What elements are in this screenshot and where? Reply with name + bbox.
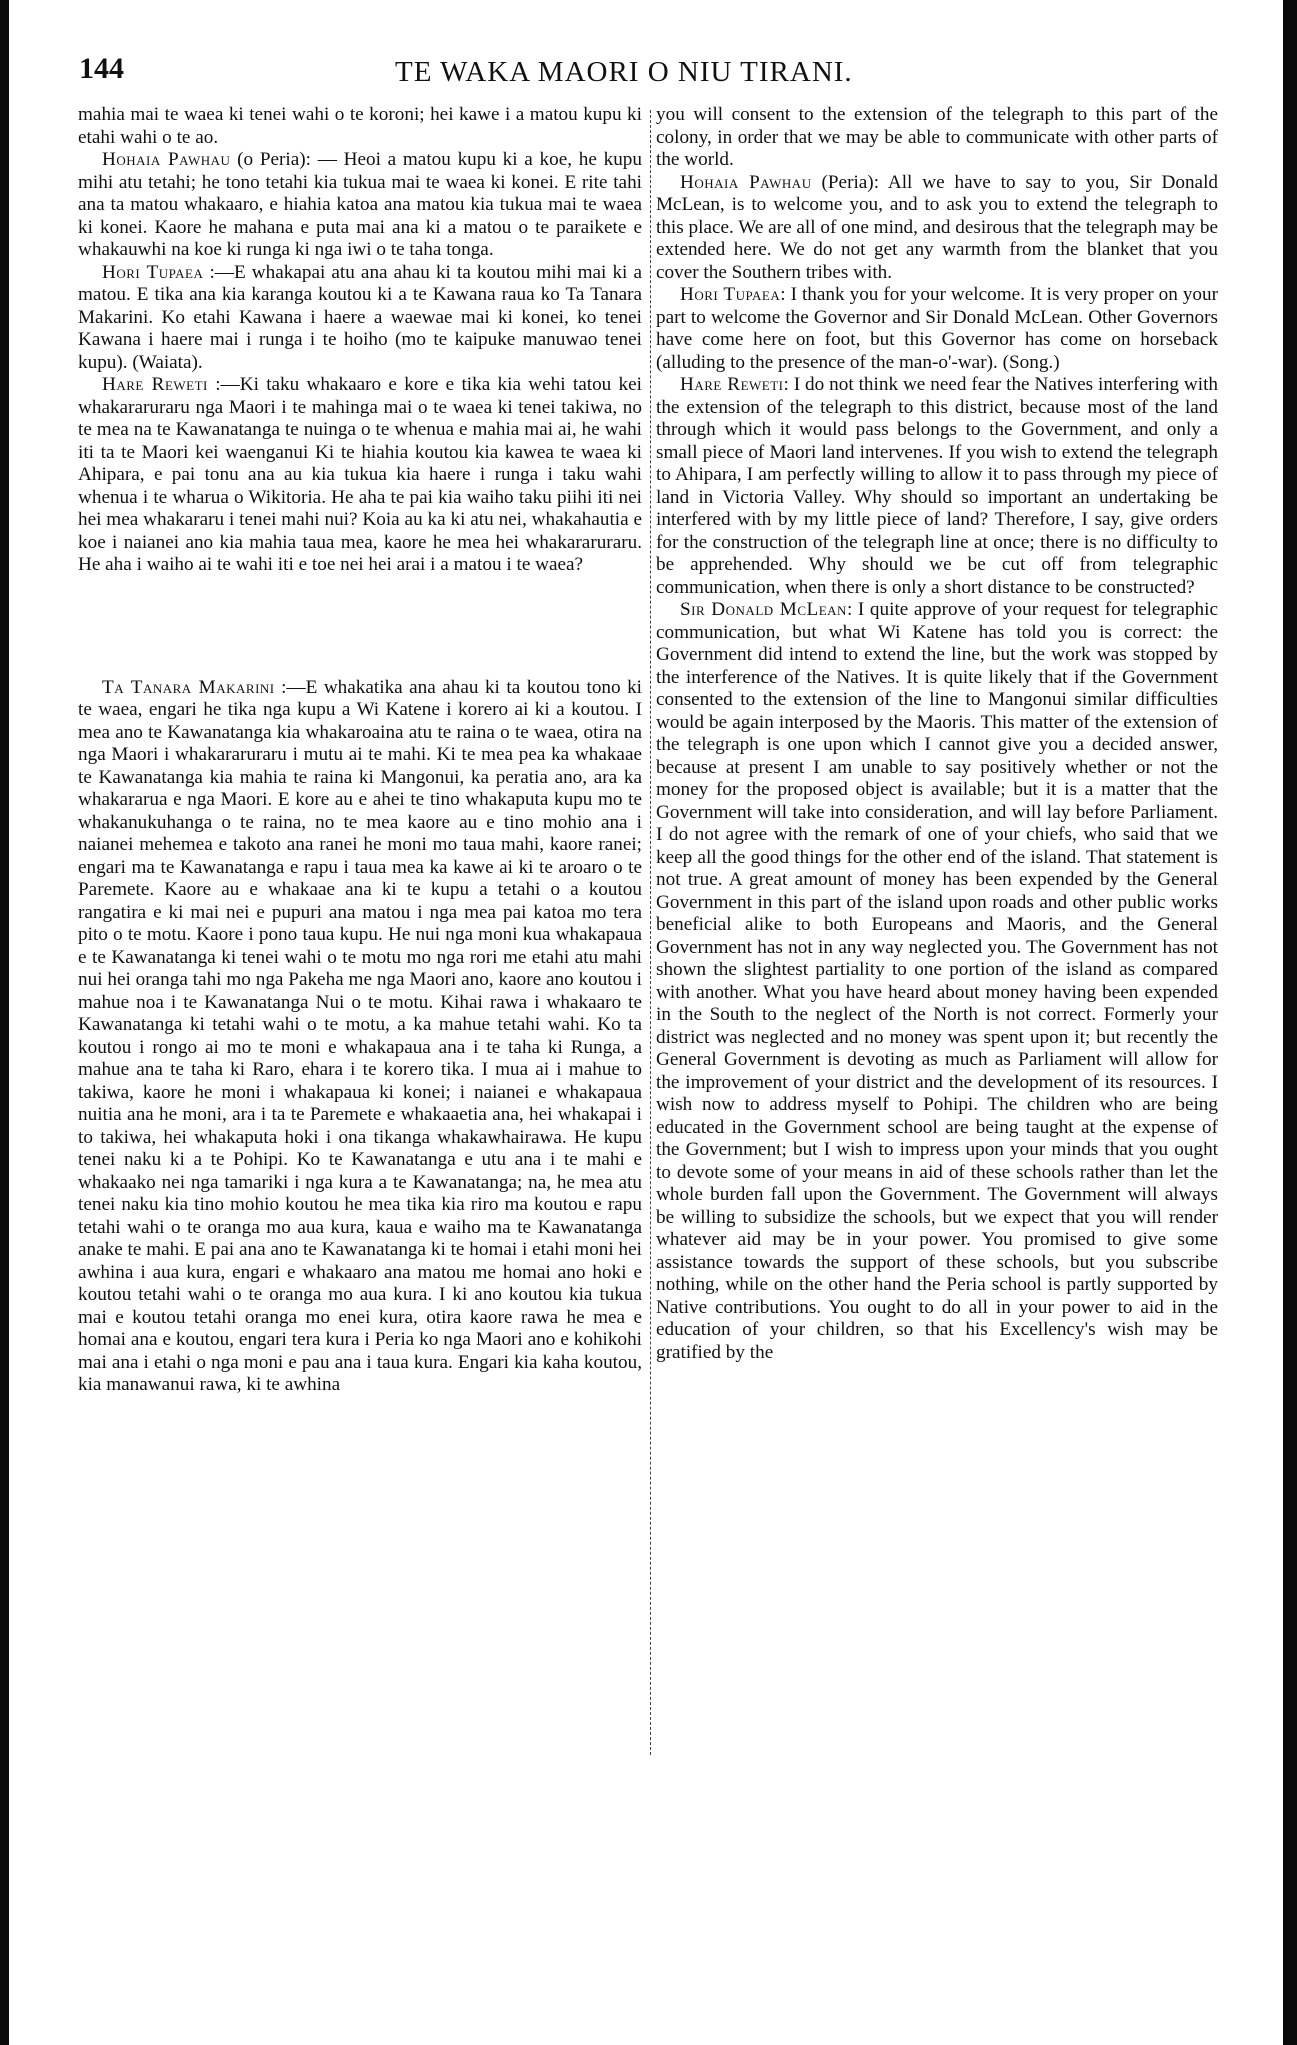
paragraph-text: you will consent to the extension of the telegraph to this part of the colony, in order that we may be able to communicate with other parts of the world.: [656, 104, 1218, 170]
speaker-name: Sir Donald McLean: [680, 599, 847, 620]
paragraph: [656, 104, 1218, 172]
paragraph: [656, 172, 1218, 285]
paragraph-text: (o Peria): — Heoi a matou kupu ki a koe, he kupu mihi atu tetahi; he tono tetahi kia tukua mai te waea ki konei. E rite tahi ana ta matou whakaaro, e hiahia katoa ana matou kia tukua mai te waea ki konei. Kaore he mahana e puta mai ana ki a matou o te paraikete e whakauwhi na koe ki runga ki nga iwi o te taha tonga.: [78, 149, 642, 260]
paragraph: [656, 599, 1218, 1364]
blank-gap: [78, 577, 642, 677]
page-number: 144: [79, 52, 124, 85]
speaker-name: Hare Reweti: [102, 374, 208, 395]
speaker-name: Hare Reweti: [680, 374, 784, 395]
speaker-name: Hori Tupaea: [102, 261, 204, 283]
speaker-name: Hohaia Pawhau: [680, 171, 812, 193]
column-divider: [650, 110, 651, 1755]
paragraph: [78, 677, 642, 1397]
paragraph: [78, 149, 642, 262]
speaker-name: Ta Tanara Makarini: [102, 676, 275, 698]
speaker-name: Hohaia Pawhau: [102, 149, 231, 170]
scan-border-right: [1283, 0, 1297, 2045]
paragraph: [656, 374, 1218, 599]
paragraph: [78, 374, 642, 577]
paragraph: [78, 262, 642, 375]
paragraph-text: : I quite approve of your request for telegraphic communication, but what Wi Katene has told you is correct: the Government did intend to extend the line, but the work was stopped by the interference of the Natives. It is quite likely that if the Government consented to the extension of the line to Mangonui similar difficulties would be again interposed by the Maoris. This matter of the extension of the telegraph is one upon which I cannot give you a decided answer, because at present I am unable to say positively whether or not the money for the proposed object is available; but it is a matter that the Government will take into consideration, and will lay before Parliament. I do not agree with the remark of one of your chiefs, who said that we keep all the good things for the other end of the island. That statement is not true. A great amount of money has been expended by the General Government in this part of the island upon roads and other public works beneficial alike to both Europeans and Maoris, and the General Government has not in any way neglected you. The Government has not shown the slightest partiality to one portion of the island as compared with another. What you have heard about money having been expended in the South to the neglect of the North is not correct. Formerly your district was neglected and no money was spent upon it; but recently the General Government is devoting as much as Parliament will allow for the improvement of your district and the development of its resources. I wish now to address myself to Pohipi. The children who are being educated in the Government school are being taught at the expense of the Government; but I wish to impress upon your minds that you ought to devote some of your means in aid of these schools rather than let the whole burden fall upon the Government. The Government will always be willing to subsidize the schools, but we expect that you will render whatever aid may be in your power. You promised to give some assistance towards the support of these schools, but you subscribe nothing, while on the other hand the Peria school is partly supported by Native contributions. You ought to do all in your power to aid in the education of your children, so that his Excellency's wish may be gratified by the: [656, 599, 1218, 1363]
paragraph-text: mahia mai te waea ki tenei wahi o te koroni; hei kawe i a matou kupu ki etahi wahi o te ao.: [78, 104, 642, 148]
paragraph-text: :—E whakapai atu ana ahau ki ta koutou mihi mai ki a matou. E tika ana kia karanga koutou ki a te Kawana raua ko Ta Tanara Makarini. Ko etahi Kawana i haere a waewae mai ki konei, ko tenei Kawana i haere mai i runga i te hoiho (mo te kaipuke manuwao tenei kupu). (Waiata).: [78, 261, 642, 373]
paragraph-text: : I do not think we need fear the Natives interfering with the extension of the telegraph to this district, because most of the land through which it would pass belongs to the Government, and only a small piece of Maori land intervenes. If you wish to extend the telegraph to Ahipara, I am perfectly willing to allow it to pass through my piece of land in Victoria Valley. Why should so important an undertaking be interfered with by my little piece of land? Therefore, I say, give orders for the construction of the telegraph line at once; there is no difficulty to be apprehended. Why should we be cut off from telegraphic communication, when there is only a short distance to be constructed?: [656, 374, 1218, 598]
paragraph-text: :—Ki taku whakaaro e kore e tika kia wehi tatou kei whakararuraru nga Maori i te mahinga mai o te waea ki tenei takiwa, no te mea na te Kawanatanga te nuinga o te whenua e mahia mai ai, he wahi iti ta te Maori kei waenganui Ki te hiahia koutou kia kawea te waea ki Ahipara, e pai tonu ana au kia tukua kia haere i runga i taku wahi whenua i te wharua o Wikitoria. He aha te pai kia waiho taku piihi iti nei hei mea whakararu i tenei mahi nui? Koia au ka ki atu nei, whakahautia e koe i naianei ano kia mahia taua mea, kaore he mea hei whakararuraru. He aha i waiho ai te wahi iti e toe nei hei arai i a matou i te waea?: [78, 374, 643, 575]
paragraph-text: : I thank you for your welcome. It is very proper on your part to welcome the Governor and Sir Donald McLean. Other Governors have come here on foot, but this Governor has come on horseback (alluding to the presence of the man-o'-war). (Song.): [656, 284, 1218, 373]
english-column: [656, 104, 1218, 1364]
scan-border-left: [0, 0, 9, 2045]
paragraph-text: :—E whakatika ana ahau ki ta koutou tono ki te waea, engari he tika nga kupu a Wi Katene i korero ai ki a koutou. I mea ano te Kawanatanga kia whakaroaina atu te raina o te waea, otira na nga Maori i whakararuraru i mutu ai te mahi. Ki te mea pea ka whakaae te Kawanatanga kia mahia te raina ki Mangonui, ka peratia ano, ara ka whakararua e nga Maori. E kore au e ahei te tino whakaputa kupu mo te whakanukuhanga o te raina, no te mea kaore au e tino mohio ana i naianei mehemea e takoto ana ranei he moni mo taua mahi, kaore ranei; engari ma te Kawanatanga e rapu i taua mea ka kawe ai ki te aroaro o te Paremete. Kaore au e whakaae ana ki te kupu a tetahi o a koutou rangatira e ki mai nei e pupuri ana matou i nga mea pai katoa mo tera pito o te motu. Kaore i pono taua kupu. He nui nga moni kua whakapaua e te Kawanatanga ki tenei wahi o te motu mo nga rori me etahi atu mahi nui hei oranga tahi mo nga Pakeha me nga Maori ano, kaore ano koutou i mahue noa i te Kawanatanga Nui o te motu. Kihai rawa i whakaaro te Kawanatanga ki tetahi wahi o te motu, a ka mahue tetahi wahi. Ko ta koutou i rongo ai mo te moni e whakapaua ana i te taha ki Runga, a mahue ana te taha ki Raro, ehara i te korero tika. I mua ai i mahue to takiwa, kaore he moni i whakapaua ki konei; i naianei e whakapaua nuitia ana he moni, ara i ta te Paremete e whakaaetia ana, hei whakapai i to takiwa, hei whakaputa hoki i ona tikanga whakawhairawa. He kupu tenei naku ki a te Pohipi. Ko te Kawanatanga e utu ana i te mahi e whakaako nei nga tamariki i nga kura a te Kawanatanga; na, he mea atu tenei naku kia tino mohio koutou he mea tika kia riro ma koutou e rapu tetahi wahi o te oranga mo aua kura, kaua e waiho ma te Kawanatanga anake te mahi. E pai ana ano te Kawanatanga ki te homai i etahi moni hei awhina i aua kura, engari e whakaaro ana matou me homai ano hoki e koutou tetahi wahi o te oranga mo aua kura. I ki ano koutou kia tukua mai e koutou tetahi oranga mo enei kura, otira kaore rawa he mea e homai ana e koutou, engari tera kura i Peria ko nga Maori ano e kohikohi mai ana i etahi o nga moni e pau ana i taua kura. Engari kia kaha koutou, kia manawanui rawa, ki te awhina: [78, 676, 643, 1395]
speaker-name: Hori Tupaea: [680, 284, 781, 305]
running-title: TE WAKA MAORI O NIU TIRANI.: [395, 56, 853, 88]
paragraph-text: (Peria): All we have to say to you, Sir Donald McLean, is to welcome you, and to ask you to extend the telegraph to this place. We are all of one mind, and desirous that the telegraph may be extended here. We do not get any warmth from the blanket that you cover the Southern tribes with.: [656, 171, 1218, 283]
paragraph: [78, 104, 642, 149]
paragraph: [656, 284, 1218, 374]
maori-column: [78, 104, 642, 1397]
